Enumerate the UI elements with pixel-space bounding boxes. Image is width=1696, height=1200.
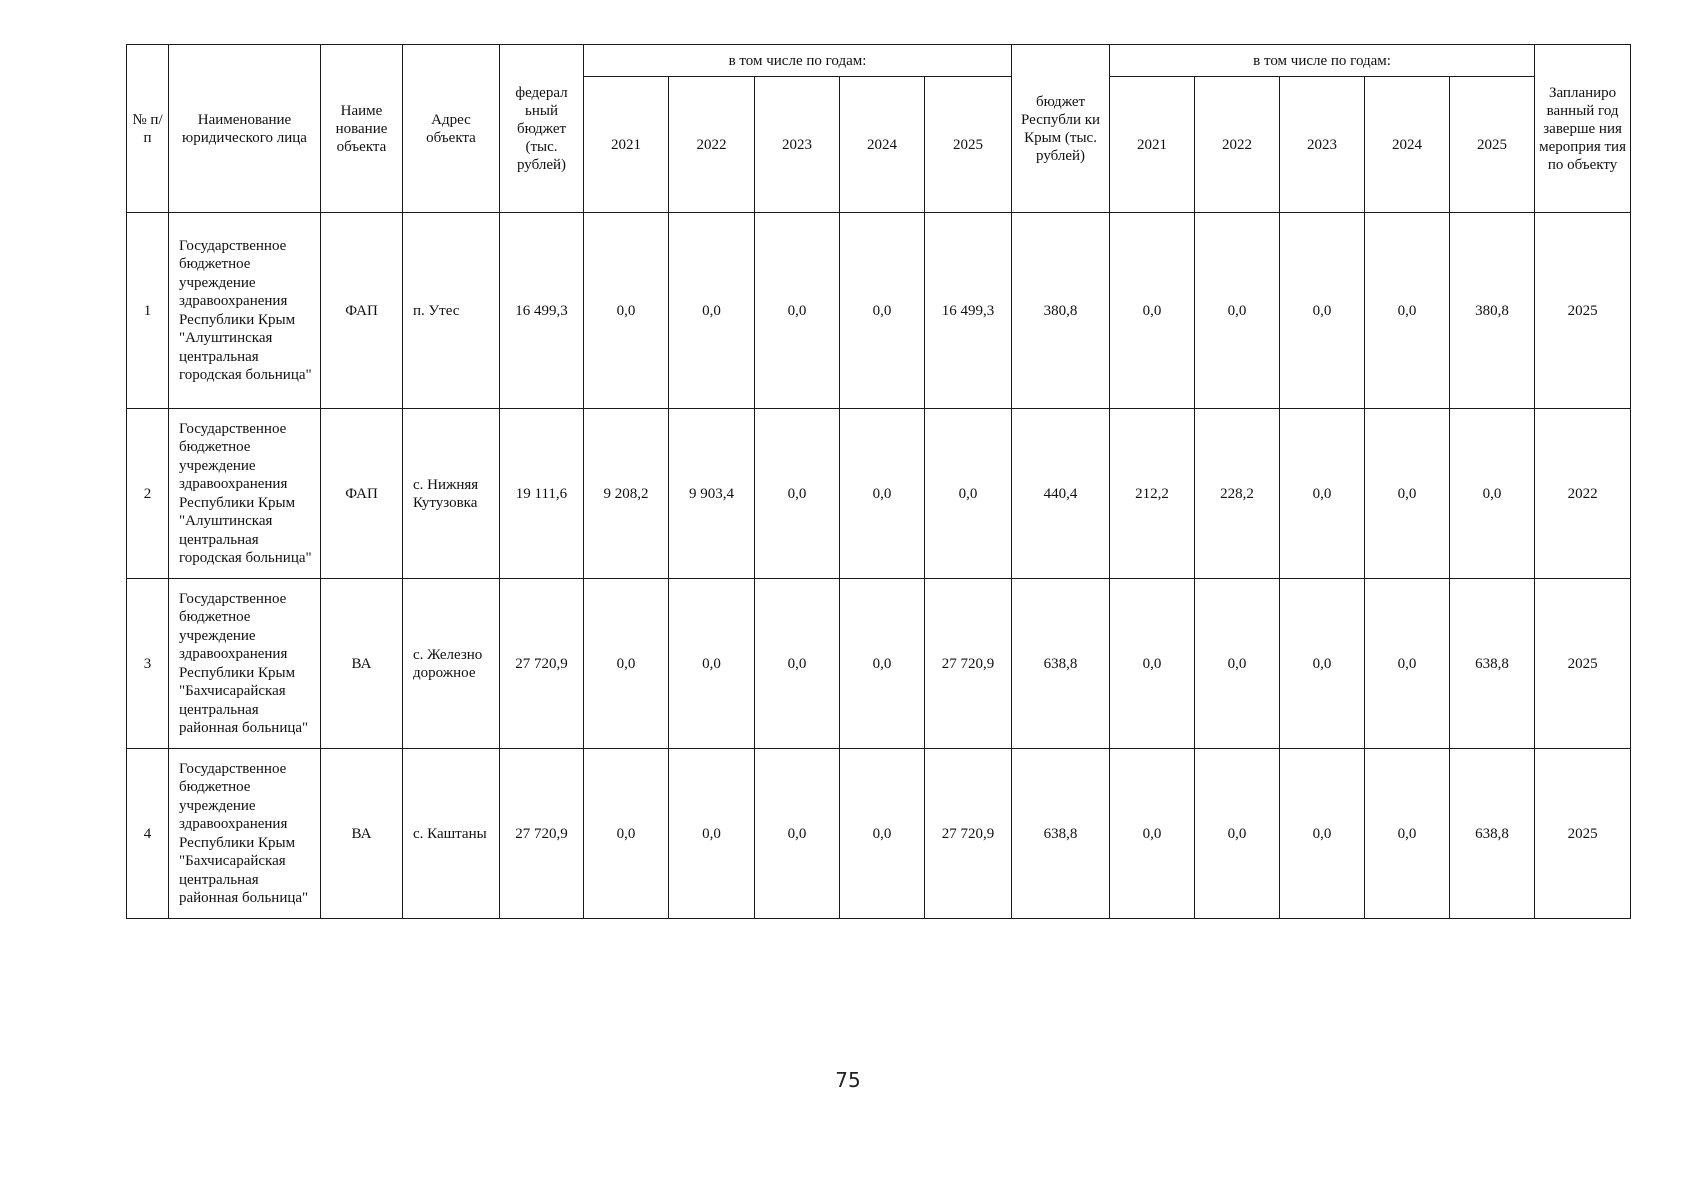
regional-2021: 0,0 bbox=[1110, 213, 1195, 409]
regional-2023: 0,0 bbox=[1280, 409, 1365, 579]
federal-2021: 0,0 bbox=[584, 579, 669, 749]
regional-2021: 212,2 bbox=[1110, 409, 1195, 579]
header-year-regional: 2024 bbox=[1365, 77, 1450, 213]
header-address: Адрес объекта bbox=[403, 45, 500, 213]
planned-year: 2025 bbox=[1535, 579, 1631, 749]
regional-2021: 0,0 bbox=[1110, 579, 1195, 749]
row-number: 3 bbox=[127, 579, 169, 749]
regional-2022: 0,0 bbox=[1195, 213, 1280, 409]
regional-total: 638,8 bbox=[1012, 749, 1110, 919]
header-year-regional: 2021 bbox=[1110, 77, 1195, 213]
header-year-federal: 2022 bbox=[669, 77, 755, 213]
regional-2021: 0,0 bbox=[1110, 749, 1195, 919]
federal-2024: 0,0 bbox=[840, 749, 925, 919]
header-object-name: Наиме нование объекта bbox=[321, 45, 403, 213]
federal-2025: 27 720,9 bbox=[925, 749, 1012, 919]
legal-entity-name: Государственное бюджетное учреждение здравоохранения Республики Крым "Алуштинская центральная городская больница" bbox=[169, 409, 321, 579]
header-entity: Наименование юридического лица bbox=[169, 45, 321, 213]
federal-2025: 0,0 bbox=[925, 409, 1012, 579]
regional-2022: 0,0 bbox=[1195, 579, 1280, 749]
object-name: ВА bbox=[321, 579, 403, 749]
legal-entity-name: Государственное бюджетное учреждение здравоохранения Республики Крым "Бахчисарайская центральная районная больница" bbox=[169, 749, 321, 919]
header-num: № п/п bbox=[127, 45, 169, 213]
regional-total: 380,8 bbox=[1012, 213, 1110, 409]
object-address: с. Каштаны bbox=[403, 749, 500, 919]
federal-2022: 0,0 bbox=[669, 579, 755, 749]
object-name: ФАП bbox=[321, 213, 403, 409]
regional-2023: 0,0 bbox=[1280, 749, 1365, 919]
funding-table bbox=[126, 44, 1631, 919]
federal-2025: 16 499,3 bbox=[925, 213, 1012, 409]
object-address: п. Утес bbox=[403, 213, 500, 409]
regional-2024: 0,0 bbox=[1365, 409, 1450, 579]
federal-2023: 0,0 bbox=[755, 749, 840, 919]
federal-2021: 0,0 bbox=[584, 213, 669, 409]
header-year-federal: 2025 bbox=[925, 77, 1012, 213]
header-regional-budget: бюджет Республи ки Крым (тыс. рублей) bbox=[1012, 45, 1110, 213]
planned-year: 2025 bbox=[1535, 749, 1631, 919]
federal-total: 19 111,6 bbox=[500, 409, 584, 579]
federal-2024: 0,0 bbox=[840, 579, 925, 749]
federal-total: 27 720,9 bbox=[500, 749, 584, 919]
header-regional-by-years: в том числе по годам: bbox=[1110, 45, 1535, 77]
header-federal-budget: федерал ьный бюджет (тыс. рублей) bbox=[500, 45, 584, 213]
regional-total: 440,4 bbox=[1012, 409, 1110, 579]
regional-2023: 0,0 bbox=[1280, 213, 1365, 409]
regional-2022: 0,0 bbox=[1195, 749, 1280, 919]
object-address: с. Нижняя Кутузовка bbox=[403, 409, 500, 579]
federal-2023: 0,0 bbox=[755, 213, 840, 409]
row-number: 1 bbox=[127, 213, 169, 409]
header-year-regional: 2025 bbox=[1450, 77, 1535, 213]
regional-2025: 638,8 bbox=[1450, 579, 1535, 749]
header-year-regional: 2022 bbox=[1195, 77, 1280, 213]
header-year-regional: 2023 bbox=[1280, 77, 1365, 213]
header-year-federal: 2024 bbox=[840, 77, 925, 213]
header-federal-by-years: в том числе по годам: bbox=[584, 45, 1012, 77]
federal-2022: 9 903,4 bbox=[669, 409, 755, 579]
table-row bbox=[127, 213, 1631, 409]
planned-year: 2022 bbox=[1535, 409, 1631, 579]
header-year-federal: 2023 bbox=[755, 77, 840, 213]
row-number: 4 bbox=[127, 749, 169, 919]
regional-2025: 0,0 bbox=[1450, 409, 1535, 579]
table-row bbox=[127, 409, 1631, 579]
federal-2025: 27 720,9 bbox=[925, 579, 1012, 749]
header-year-federal: 2021 bbox=[584, 77, 669, 213]
regional-total: 638,8 bbox=[1012, 579, 1110, 749]
header-planned-year: Запланиро ванный год заверше ния мероприя тия по объекту bbox=[1535, 45, 1631, 213]
table-row bbox=[127, 749, 1631, 919]
federal-2024: 0,0 bbox=[840, 213, 925, 409]
federal-2022: 0,0 bbox=[669, 213, 755, 409]
federal-2022: 0,0 bbox=[669, 749, 755, 919]
page-number: 75 bbox=[835, 1068, 861, 1092]
legal-entity-name: Государственное бюджетное учреждение здравоохранения Республики Крым "Алуштинская центральная городская больница" bbox=[169, 213, 321, 409]
regional-2022: 228,2 bbox=[1195, 409, 1280, 579]
regional-2025: 638,8 bbox=[1450, 749, 1535, 919]
regional-2024: 0,0 bbox=[1365, 579, 1450, 749]
regional-2023: 0,0 bbox=[1280, 579, 1365, 749]
regional-2024: 0,0 bbox=[1365, 749, 1450, 919]
federal-2023: 0,0 bbox=[755, 409, 840, 579]
table-row bbox=[127, 579, 1631, 749]
legal-entity-name: Государственное бюджетное учреждение здравоохранения Республики Крым "Бахчисарайская центральная районная больница" bbox=[169, 579, 321, 749]
object-address: с. Железно дорожное bbox=[403, 579, 500, 749]
row-number: 2 bbox=[127, 409, 169, 579]
object-name: ВА bbox=[321, 749, 403, 919]
federal-2024: 0,0 bbox=[840, 409, 925, 579]
federal-2023: 0,0 bbox=[755, 579, 840, 749]
object-name: ФАП bbox=[321, 409, 403, 579]
federal-2021: 9 208,2 bbox=[584, 409, 669, 579]
regional-2025: 380,8 bbox=[1450, 213, 1535, 409]
federal-2021: 0,0 bbox=[584, 749, 669, 919]
document-sheet bbox=[126, 44, 1630, 919]
federal-total: 27 720,9 bbox=[500, 579, 584, 749]
planned-year: 2025 bbox=[1535, 213, 1631, 409]
regional-2024: 0,0 bbox=[1365, 213, 1450, 409]
federal-total: 16 499,3 bbox=[500, 213, 584, 409]
